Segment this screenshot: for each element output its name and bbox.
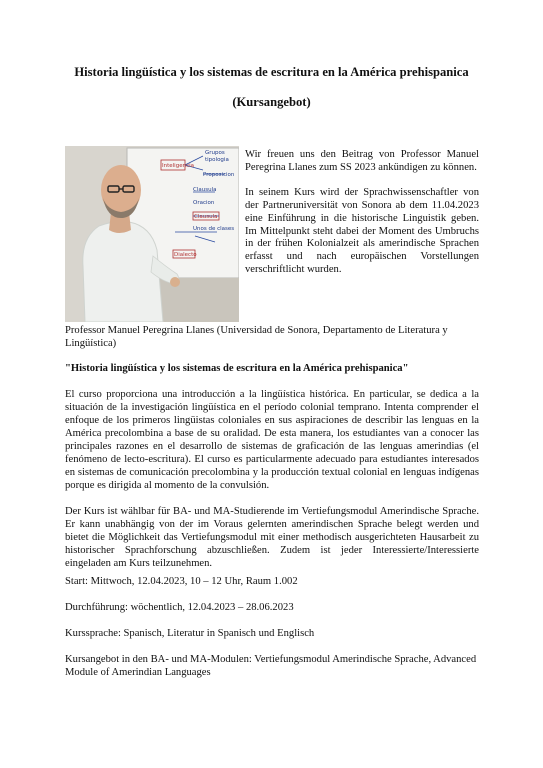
spanish-description: El curso proporciona una introducción a la lingüística histórica. En particular, se dedica a la situación de la investigación lingüística en el período colonial temprano. Intenta comprender el enfoque de los primeros lingüistas coloniales en sus aspiraciones de describir las lenguas en la América precolombina a base de su oralidad. De esta manera, los estudiantes van a conocer las principales razones en el desarrollo de sistemas de graficación de las lenguas amerindias (el fenómeno de lecto-escritura). El curso es particularmente adecuado para estudiantes interesados en sistemas de comunicación precolombina y la producción textual colonial en lenguas indígenas porque es dirigida al momento de la convulsión. bbox=[65, 389, 479, 491]
speaker-photo bbox=[65, 146, 239, 322]
language-info: Kurssprache: Spanisch, Literatur in Spanisch und Englisch bbox=[65, 628, 315, 639]
photo-caption: Professor Manuel Peregrina Llanes (Universidad de Sonora, Departamento de Literatura y Lingüística) bbox=[65, 325, 448, 349]
modules-info: Kursangebot in den BA- und MA-Modulen: Vertiefungsmodul Amerindische Sprache, Advanced Module of Amerindian Languages bbox=[65, 654, 477, 678]
document-title: Historia lingüística y los sistemas de escritura en la América prehispanica bbox=[74, 65, 469, 79]
course-heading: "Historia lingüística y los sistemas de escritura en la América prehispanica" bbox=[65, 363, 409, 374]
start-info: Start: Mittwoch, 12.04.2023, 10 – 12 Uhr, Raum 1.002 bbox=[65, 576, 298, 587]
german-description: Der Kurs ist wählbar für BA- und MA-Studierende im Vertiefungsmodul Amerindische Sprache. Er kann unabhängig von der im Voraus gelernten amerindischen Sprache belegt werden und bietet die Möglichkeit das Vertiefungsmodul mit einer methodisch ausgerichteten Hausarbeit zu historischer Sprachforschung abzuschließen. Zudem ist jeder Interessierte/Interessierte eingeladen am Kurs teilzunehmen. bbox=[65, 506, 479, 569]
board-text: tipologia bbox=[205, 157, 229, 163]
board-text: Clausula bbox=[193, 187, 217, 193]
intro-text bbox=[245, 149, 479, 289]
intro-paragraph: In seinem Kurs wird der Sprachwissenschaftler von der Partneruniversität von Sonora ab dem 11.04.2023 eine Einführung in die historische Linguistik geben. Im Mittelpunkt steht dabei der Moment des Umbruchs in der frühen Kolonialzeit als amerindische Sprachen erfasst und nach europäischen Vorstellungen verschriftlicht wurden. bbox=[245, 186, 479, 276]
board-text: Dialecto bbox=[174, 252, 197, 258]
speaker-hand bbox=[170, 277, 180, 287]
board-text: Proposicion bbox=[203, 172, 235, 178]
board-text: Unos de clases bbox=[193, 226, 235, 232]
board-text: Inteligencia bbox=[162, 163, 194, 169]
intro-paragraph: Wir freuen uns den Beitrag von Professor Manuel Peregrina Llanes zum SS 2023 ankündigen zu können. bbox=[245, 149, 479, 173]
board-text: Clausula bbox=[194, 214, 218, 220]
board-text: Oracion bbox=[193, 200, 215, 206]
board-text: Grupos bbox=[205, 150, 225, 156]
schedule-info: Durchführung: wöchentlich, 12.04.2023 – 28.06.2023 bbox=[65, 602, 294, 613]
speaker-photo-illustration bbox=[65, 146, 239, 322]
document-subtitle: (Kursangebot) bbox=[232, 95, 311, 109]
